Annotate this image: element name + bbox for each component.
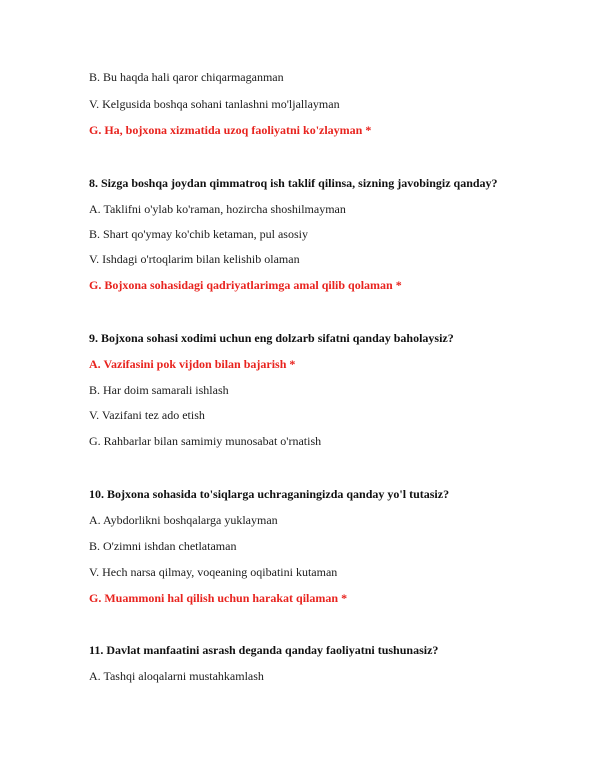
correct-answer-option: G. Muammoni hal qilish uchun harakat qilaman * — [89, 591, 348, 605]
question-8: 8. Sizga boshqa joydan qimmatroq ish taklif qilinsa, sizning javobingiz qanday? — [89, 176, 498, 190]
question-10: 10. Bojxona sohasida to'siqlarga uchraganingizda qanday yo'l tutasiz? — [89, 487, 450, 501]
question-9: 9. Bojxona sohasi xodimi uchun eng dolzarb sifatni qanday baholaysiz? — [89, 331, 454, 345]
question-11: 11. Davlat manfaatini asrash deganda qanday faoliyatni tushunasiz? — [89, 643, 439, 657]
answer-option: A. Aybdorlikni boshqalarga yuklayman — [89, 513, 278, 527]
answer-option: B. Bu haqda hali qaror chiqarmaganman — [89, 70, 284, 84]
answer-option: B. O'zimni ishdan chetlataman — [89, 539, 237, 553]
correct-answer-option: A. Vazifasini pok vijdon bilan bajarish * — [89, 357, 296, 371]
answer-option: G. Rahbarlar bilan samimiy munosabat o'rnatish — [89, 434, 322, 448]
answer-option: V. Ishdagi o'rtoqlarim bilan kelishib olaman — [89, 252, 300, 266]
answer-option: V. Hech narsa qilmay, voqeaning oqibatini kutaman — [89, 565, 338, 579]
correct-answer-option: G. Bojxona sohasidagi qadriyatlarimga amal qilib qolaman * — [89, 278, 402, 292]
answer-option: B. Har doim samarali ishlash — [89, 383, 229, 397]
correct-answer-option: G. Ha, bojxona xizmatida uzoq faoliyatni ko'zlayman * — [89, 123, 372, 137]
answer-option: V. Vazifani tez ado etish — [89, 408, 205, 422]
answer-option: B. Shart qo'ymay ko'chib ketaman, pul asosiy — [89, 227, 308, 241]
answer-option: A. Tashqi aloqalarni mustahkamlash — [89, 669, 264, 683]
answer-option: A. Taklifni o'ylab ko'raman, hozircha shoshilmayman — [89, 202, 346, 216]
answer-option: V. Kelgusida boshqa sohani tanlashni mo'ljallayman — [89, 97, 340, 111]
